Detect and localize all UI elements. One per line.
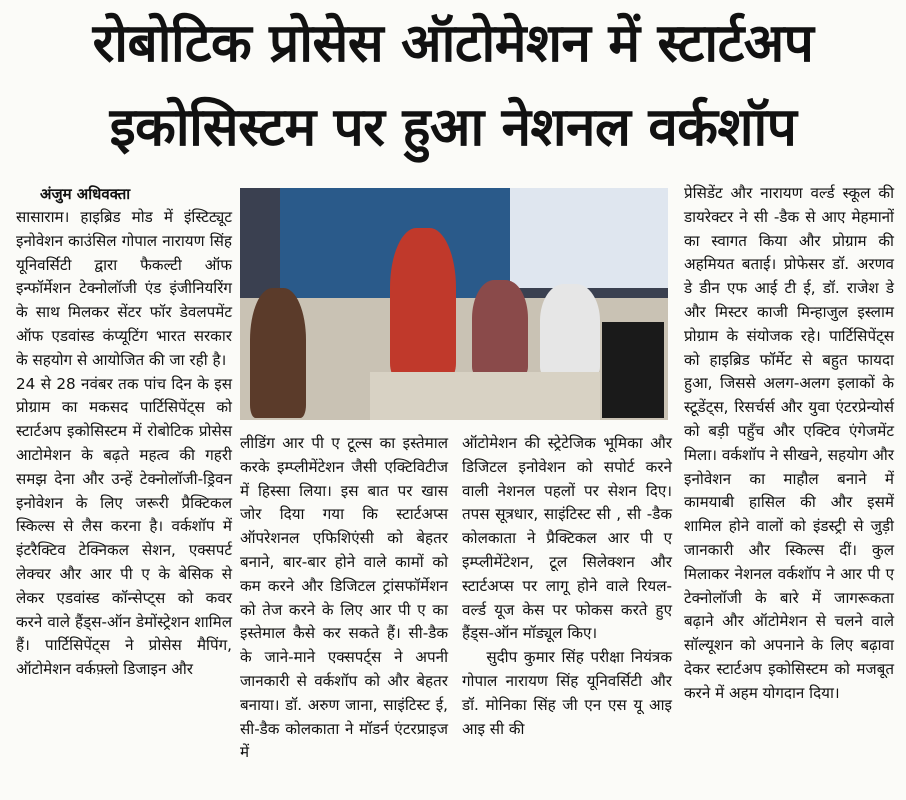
- seated-guest: [540, 284, 600, 376]
- column-3-paragraph-1: ऑटोमेशन की स्ट्रेटेजिक भूमिका और डिजिटल इनोवेशन को सपोर्ट करने वाली नेशनल पहलों पर सेशन दिए। तपस सूत्रधार, साइंटिस्ट सी , सी -डैक कोलकाता ने प्रैक्टिकल आर पी ए इम्प्लीमेंटेशन, टूल सिलेक्शन और स्टार्टअप्स पर लागू होने वाले रियल-वर्ल्ड यूज केस पर फोकस करते हुए हैंड्स-ऑन मॉड्यूल किए।: [462, 434, 672, 643]
- column-2-paragraph-1: लीडिंग आर पी ए टूल्स का इस्तेमाल करके इम्प्लीमेंटेशन जैसी एक्टिविटीज में हिस्सा लिया। इस बात पर खास जोर दिया गया कि स्टार्टअप्स ऑपरेशनल एफिशिएंसी को बेहतर बनाने, बार-बार होने वाले कामों को कम करने और डिजिटल ट्रांसफॉर्मेशन को तेज करने के लिए आर पी ए का इस्तेमाल कैसे कर सकते हैं। सी-डैक के जाने-माने एक्सपर्ट्स ने अपनी जानकारी से वर्कशॉप को और बेहतर बनाया। डॉ. अरुण जाना, साइंटिस्ट ई, सी-डैक कोलकाता ने मॉडर्न एंटरप्राइज में: [240, 434, 448, 762]
- article-column-2: [240, 432, 448, 765]
- article-column-1: [16, 206, 232, 682]
- headline: [0, 2, 906, 170]
- monitor: [602, 322, 664, 418]
- speaker-at-podium: [390, 228, 456, 378]
- projector-screen-right: [510, 188, 668, 288]
- column-4-paragraph-1: प्रेसिडेंट और नारायण वर्ल्ड स्कूल की डायरेक्टर ने सी -डैक से आए मेहमानों का स्वागत किया और प्रोग्राम की अहमियत बताई। प्रोफेसर डॉ. अरणव डे डीन एफ आई टी ई, डॉ. राजेश डे और मिस्टर काजी मिन्हाजुल इस्लाम प्रोग्राम के संयोजक रहे। पार्टिसिपेंट्स को हाइब्रिड फॉर्मेट से बहुत फायदा हुआ, जिससे अलग-अलग इलाकों के स्टूडेंट्स, रिसर्चर्स और युवा एंटरप्रेन्योर्स को बड़ी पहुँच और एक्टिव एंगेजमेंट मिला। वर्कशॉप ने सीखने, सहयोग और इनोवेशन का माहौल बनाने में कामयाबी हासिल की और इसमें शामिल होने वालों को इंडस्ट्री से जुड़ी जानकारी और स्किल्स दीं। कुल मिलाकर नेशनल वर्कशॉप ने आर पी ए टेक्नोलॉजी के बारे में जागरूकता बढ़ाने और ऑटोमेशन से चलने वाले सॉल्यूशन को अपनाने के लिए बढ़ावा देकर स्टार्टअप इकोसिस्टम को मजबूत करने में अहम योगदान दिया।: [684, 184, 894, 702]
- column-1-paragraph-1: सासाराम। हाइब्रिड मोड में इंस्टिट्यूट इनोवेशन काउंसिल गोपाल नारायण सिंह यूनिवर्सिटी द्वारा फैकल्टी ऑफ इन्फॉर्मेशन टेक्नोलॉजी एंड इंजीनियरिंग के साथ मिलकर सेंटर फॉर डेवलपमेंट ऑफ एडवांस्ड कंप्यूटिंग भारत सरकार के सहयोग से आयोजित की जा रही है।: [16, 208, 232, 369]
- article-column-4: [684, 182, 894, 706]
- column-1-paragraph-2: 24 से 28 नवंबर तक पांच दिन के इस प्रोग्राम का मकसद पार्टिसिपेंट्स को स्टार्टअप इकोसिस्टम में रोबोटिक प्रोसेस आटोमेशन के बढ़ते महत्व की गहरी समझ देना और उन्हें टेक्नोलॉजी-ड्रिवन इनोवेशन के लिए जरूरी प्रैक्टिकल स्किल्स से लैस करना है। वर्कशॉप में इंटरैक्टिव टेक्निकल सेशन, एक्सपर्ट लेक्चर और आर पी ए के बेसिक से लेकर एडवांस्ड कॉन्सेप्ट्स को कवर करने वाले हैंड्स-ऑन डेमोंस्ट्रेशन शामिल हैं। पार्टिसिपेंट्स ने प्रोसेस मैपिंग, ऑटोमेशन वर्कफ़्लो डिजाइन और: [16, 374, 232, 679]
- seated-man: [472, 280, 528, 376]
- headline-line-1: रोबोटिक प्रोसेस ऑटोमेशन में स्टार्टअप: [92, 13, 814, 74]
- seated-woman: [250, 288, 306, 418]
- workshop-photo: [240, 188, 668, 420]
- byline: अंजुम अधिवक्ता: [40, 185, 131, 203]
- dais-table: [370, 372, 600, 420]
- headline-line-2: इकोसिस्टम पर हुआ नेशनल वर्कशॉप: [109, 97, 797, 158]
- article-column-3: [462, 432, 672, 741]
- column-3-paragraph-2: सुदीप कुमार सिंह परीक्षा नियंत्रक गोपाल नारायण सिंह यूनिवर्सिटी और डॉ. मोनिका सिंह जी एन एस यू आइ आइ सी की: [462, 648, 672, 738]
